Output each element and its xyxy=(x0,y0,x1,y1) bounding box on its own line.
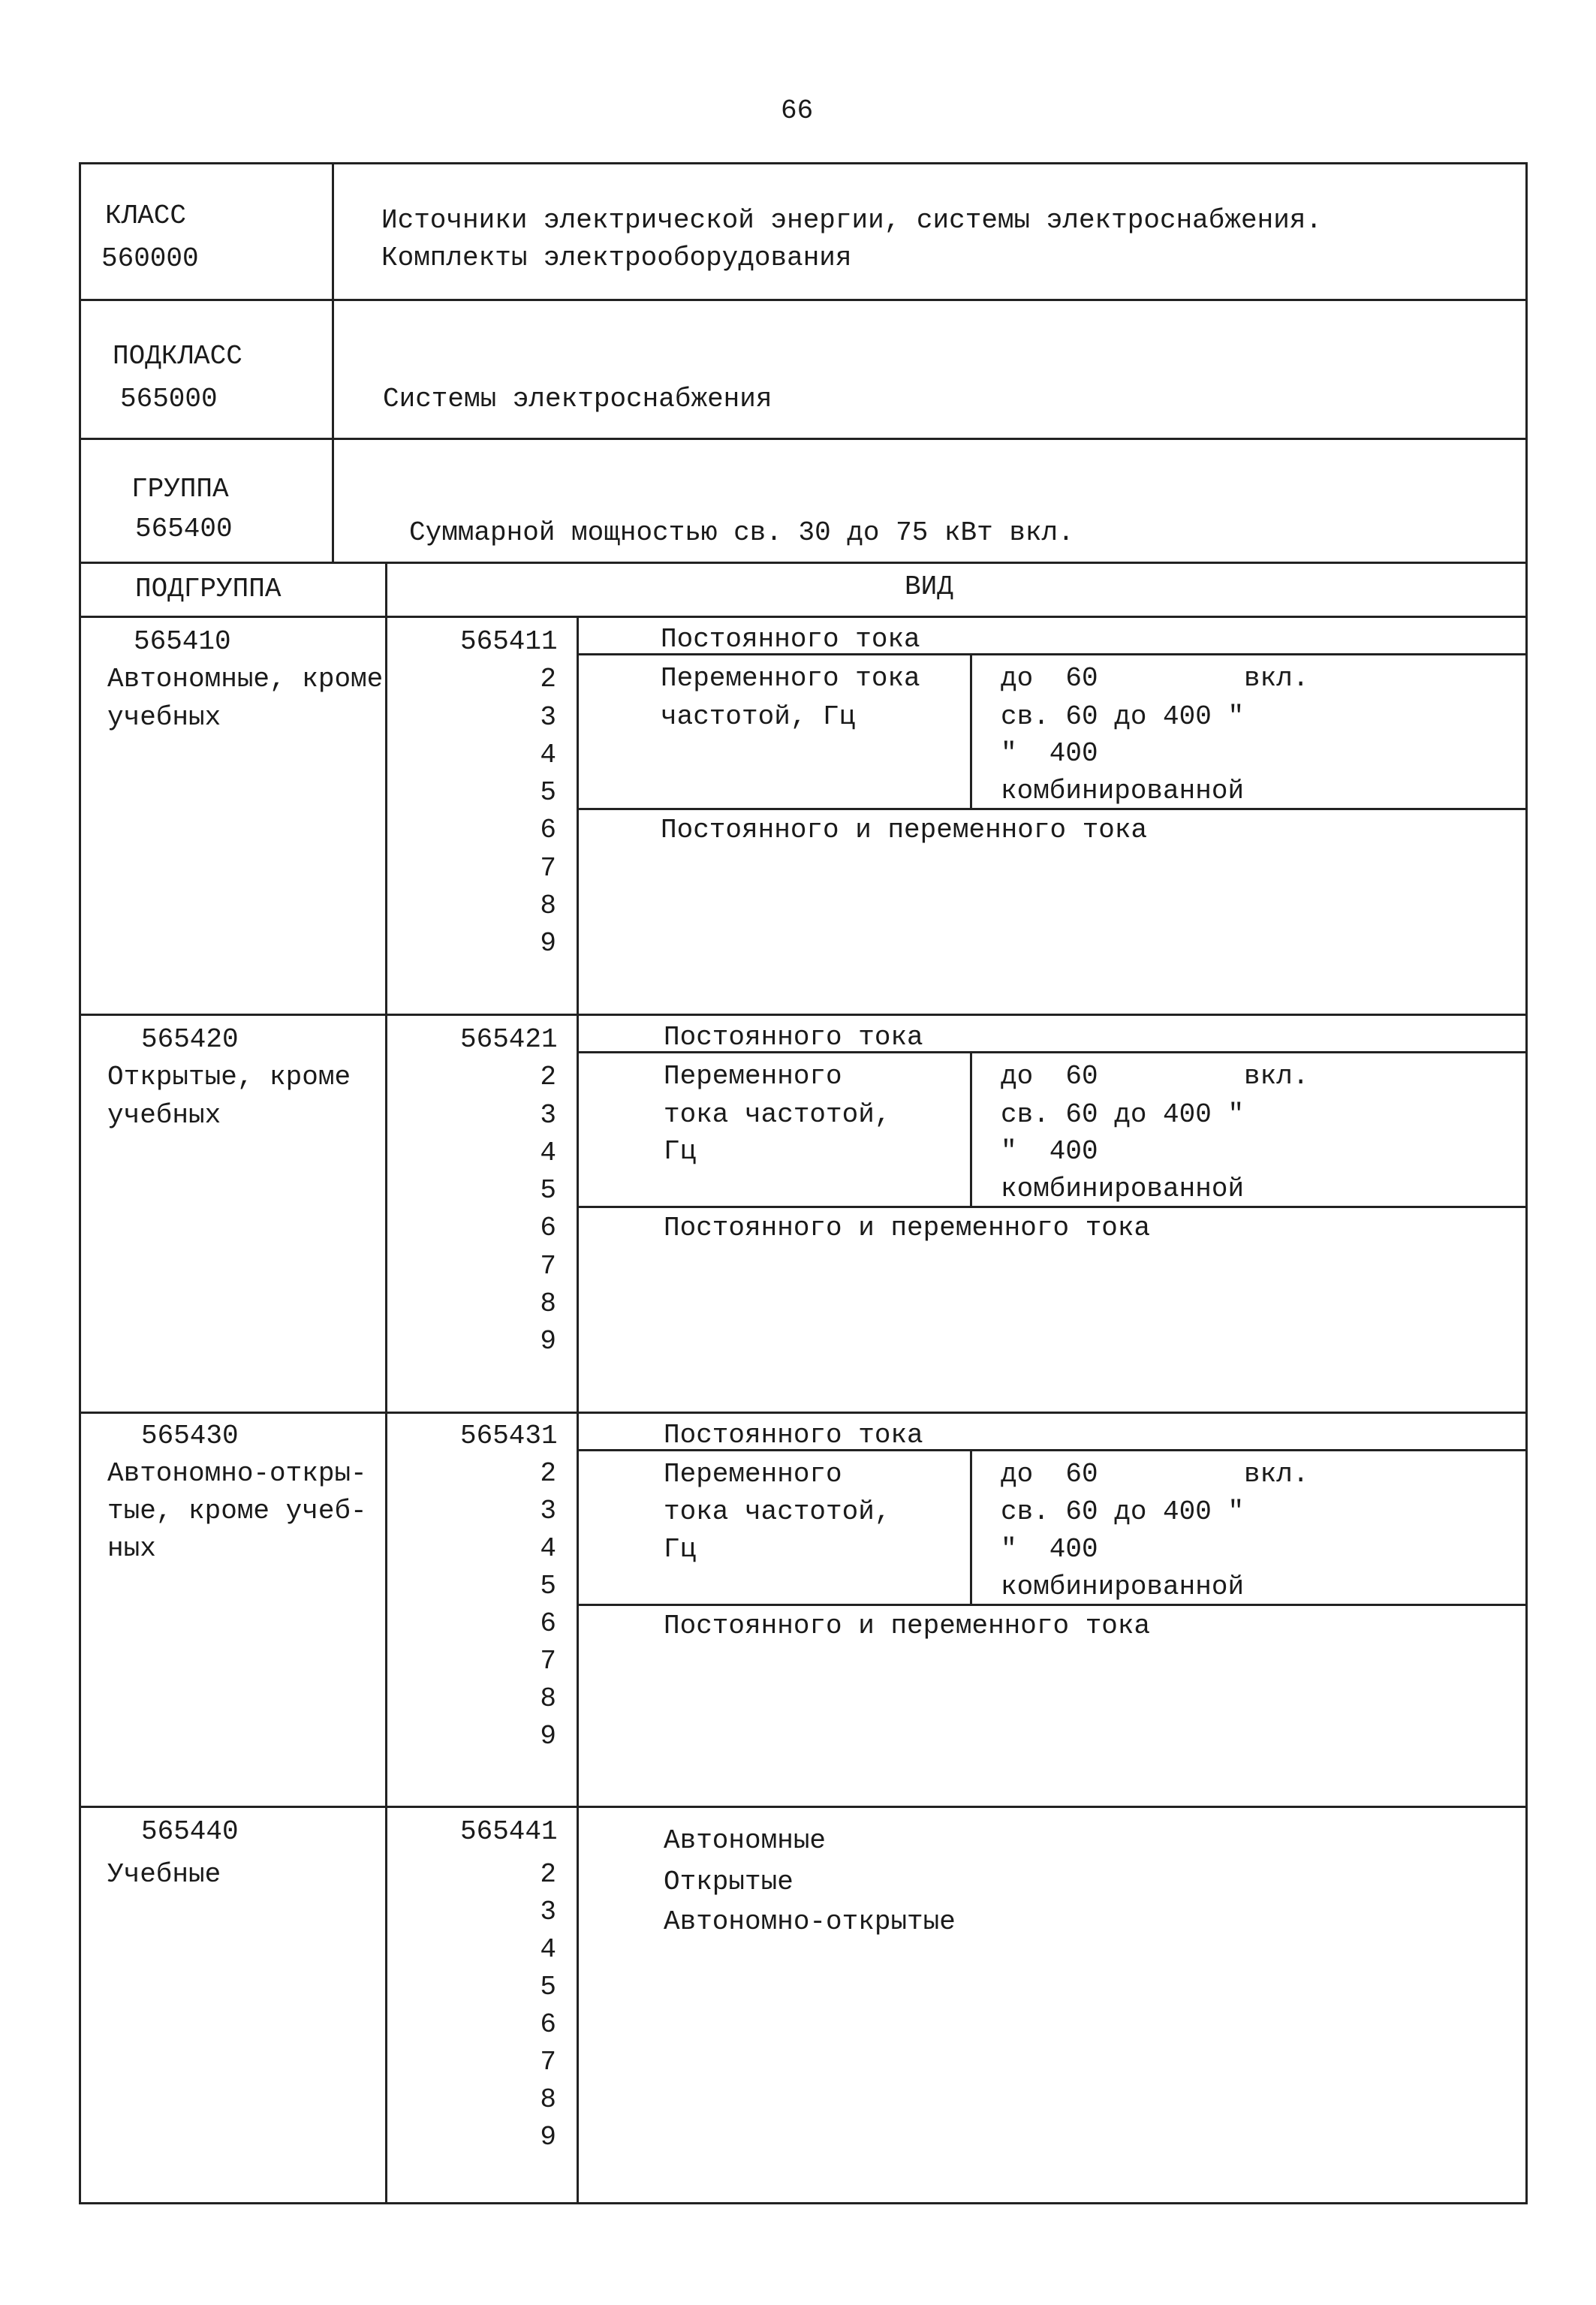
subgroup-name: Открытые, кроме xyxy=(107,1062,351,1092)
page-number: 66 xyxy=(781,95,814,126)
row-number: 6 xyxy=(540,2009,556,2040)
freq-value: комбинированной xyxy=(1001,776,1245,806)
kind-code: 565411 xyxy=(460,626,558,657)
subgroup-name: учебных xyxy=(107,1100,221,1131)
row-number: 2 xyxy=(540,1062,556,1092)
kind-label: Автономно-открытые xyxy=(664,1906,956,1937)
subgroup-name: Автономные, кроме xyxy=(107,664,384,695)
kind-code: 565431 xyxy=(460,1421,558,1451)
subgroup-code: 565440 xyxy=(141,1816,239,1847)
row-number: 6 xyxy=(540,1608,556,1639)
row-divider xyxy=(79,299,1528,301)
row-number: 4 xyxy=(540,1934,556,1965)
freq-divider xyxy=(970,653,972,808)
freq-divider xyxy=(970,1449,972,1604)
row-number: 9 xyxy=(540,2122,556,2153)
row-number: 8 xyxy=(540,1288,556,1319)
subclass-code: 565000 xyxy=(120,384,218,414)
freq-value: комбинированной xyxy=(1001,1174,1245,1204)
code-divider xyxy=(577,1412,579,1806)
ac-label: Гц xyxy=(664,1136,697,1167)
table-border-right xyxy=(1525,162,1528,2204)
inner-line xyxy=(577,1604,1528,1606)
ac-label: тока частотой, xyxy=(664,1099,891,1130)
ac-label: Гц xyxy=(664,1534,697,1565)
row-number: 7 xyxy=(540,853,556,884)
row-number: 4 xyxy=(540,740,556,770)
row-number: 3 xyxy=(540,1100,556,1131)
table-border-top xyxy=(79,162,1528,164)
kind-label: Автономные xyxy=(664,1825,827,1856)
row-number: 3 xyxy=(540,1897,556,1927)
group-title: Суммарной мощностью св. 30 до 75 кВт вкл. xyxy=(409,517,1074,548)
block-divider xyxy=(79,1806,1528,1808)
inner-line xyxy=(577,1206,1528,1208)
class-title-line2: Комплекты электрооборудования xyxy=(381,243,852,273)
group-code: 565400 xyxy=(135,514,233,544)
freq-value: св. 60 до 400 " xyxy=(1001,701,1245,732)
freq-value: " 400 xyxy=(1001,738,1098,769)
row-number: 2 xyxy=(540,1458,556,1489)
row-number: 9 xyxy=(540,1721,556,1752)
freq-value: " 400 xyxy=(1001,1136,1098,1167)
freq-value: св. 60 до 400 " xyxy=(1001,1099,1245,1130)
subclass-label: ПОДКЛАСС xyxy=(113,341,242,372)
row-number: 3 xyxy=(540,702,556,733)
freq-value: до 60 вкл. xyxy=(1001,1459,1309,1490)
kind-code: 565441 xyxy=(460,1816,558,1847)
kind-code: 565421 xyxy=(460,1024,558,1055)
subgroup-name: учебных xyxy=(107,702,221,733)
row-number: 5 xyxy=(540,1972,556,2002)
row-number: 8 xyxy=(540,2084,556,2115)
row-number: 8 xyxy=(540,890,556,921)
dc-label: Постоянного тока xyxy=(664,1420,923,1451)
class-code: 560000 xyxy=(101,243,199,274)
subgroup-code: 565410 xyxy=(134,626,231,657)
row-number: 9 xyxy=(540,928,556,959)
row-number: 7 xyxy=(540,1251,556,1282)
ac-label: Переменного тока xyxy=(661,663,920,694)
subgroup-name: ных xyxy=(107,1533,156,1564)
ac-label: тока частотой, xyxy=(664,1496,891,1527)
freq-divider xyxy=(970,1051,972,1206)
subgroup-name: Автономно-откры- xyxy=(107,1458,367,1489)
ac-label: Переменного xyxy=(664,1459,842,1490)
subclass-title: Системы электроснабжения xyxy=(383,384,772,414)
code-divider xyxy=(577,1014,579,1412)
row-number: 9 xyxy=(540,1326,556,1357)
row-number: 5 xyxy=(540,1175,556,1206)
subgroup-code: 565430 xyxy=(141,1421,239,1451)
subgroup-name: тые, кроме учеб- xyxy=(107,1496,367,1526)
freq-value: " 400 xyxy=(1001,1534,1098,1565)
row-number: 4 xyxy=(540,1137,556,1168)
acdc-label: Постоянного и переменного тока xyxy=(664,1610,1151,1641)
inner-line xyxy=(577,808,1528,810)
subgroup-name: Учебные xyxy=(107,1859,221,1890)
subgroup-header: ПОДГРУППА xyxy=(135,574,282,604)
row-number: 6 xyxy=(540,815,556,845)
freq-value: до 60 вкл. xyxy=(1001,663,1309,694)
freq-value: до 60 вкл. xyxy=(1001,1061,1309,1092)
class-label: КЛАСС xyxy=(105,200,187,231)
row-divider xyxy=(79,438,1528,440)
row-number: 7 xyxy=(540,1646,556,1677)
subgroup-divider xyxy=(385,562,387,2204)
row-number: 8 xyxy=(540,1683,556,1714)
row-number: 2 xyxy=(540,1859,556,1890)
row-number: 3 xyxy=(540,1496,556,1526)
row-number: 2 xyxy=(540,664,556,695)
ac-label: частотой, Гц xyxy=(661,701,856,732)
block-divider xyxy=(79,1014,1528,1016)
dc-label: Постоянного тока xyxy=(661,624,920,655)
freq-value: св. 60 до 400 " xyxy=(1001,1496,1245,1527)
freq-value: комбинированной xyxy=(1001,1571,1245,1602)
row-number: 5 xyxy=(540,777,556,808)
table-border-bottom xyxy=(79,2202,1528,2204)
code-divider xyxy=(577,616,579,1014)
block-divider xyxy=(79,1412,1528,1414)
table-border-left xyxy=(79,162,81,2204)
subgroup-code: 565420 xyxy=(141,1024,239,1055)
row-number: 5 xyxy=(540,1571,556,1601)
header-divider xyxy=(332,162,334,564)
row-number: 4 xyxy=(540,1533,556,1564)
row-number: 7 xyxy=(540,2047,556,2078)
acdc-label: Постоянного и переменного тока xyxy=(661,815,1148,845)
row-divider xyxy=(79,616,1528,618)
kind-label: Открытые xyxy=(664,1867,793,1897)
ac-label: Переменного xyxy=(664,1061,842,1092)
dc-label: Постоянного тока xyxy=(664,1022,923,1053)
row-divider xyxy=(79,562,1528,564)
class-title-line1: Источники электрической энергии, системы электроснабжения. xyxy=(381,205,1323,236)
row-number: 6 xyxy=(540,1213,556,1243)
acdc-label: Постоянного и переменного тока xyxy=(664,1213,1151,1243)
group-label: ГРУППА xyxy=(131,474,229,505)
code-divider xyxy=(577,1806,579,2204)
kind-header: ВИД xyxy=(905,571,953,602)
